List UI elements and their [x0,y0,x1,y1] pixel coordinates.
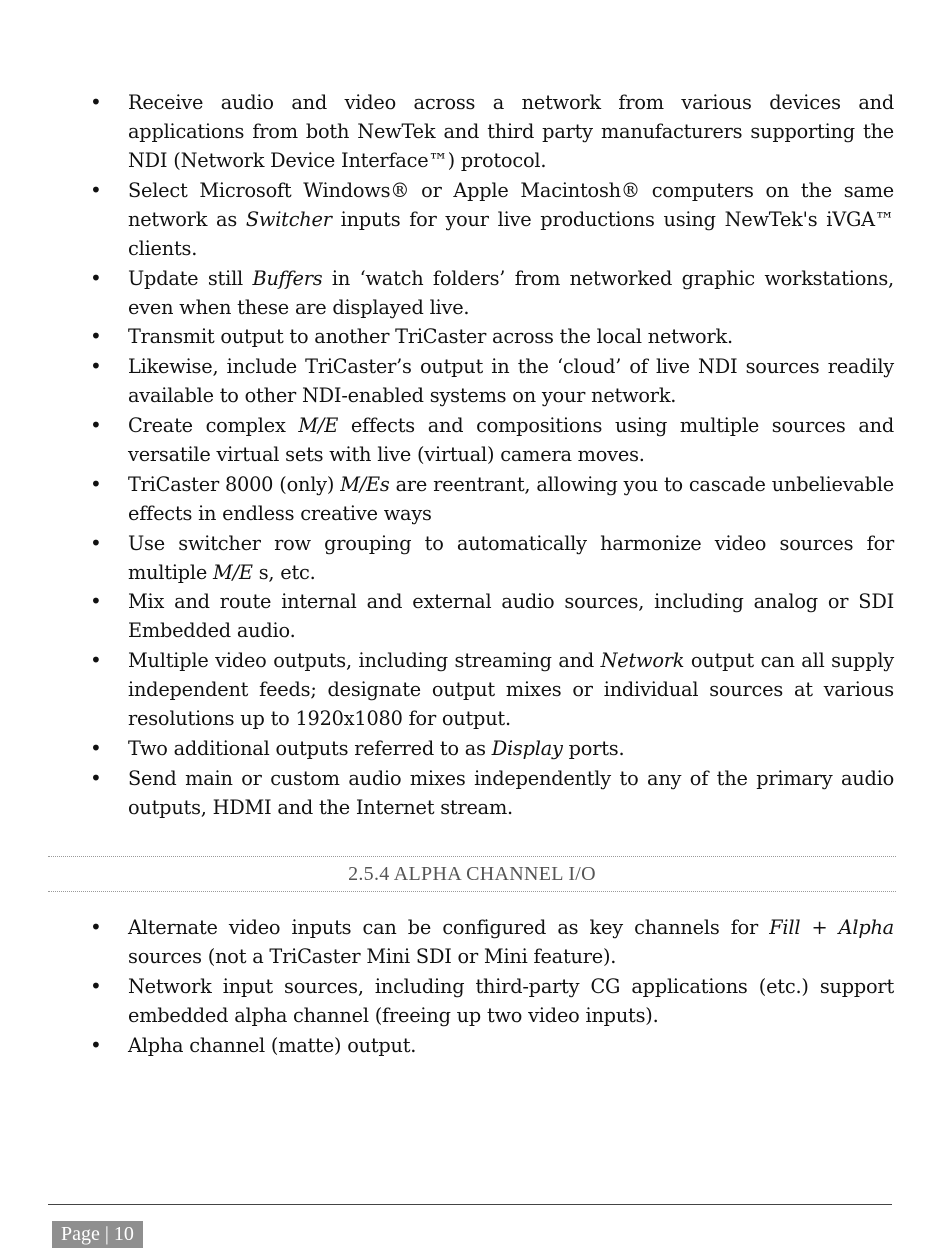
list-item-text: inputs for your live productions using NewTek's iVGA™ clients. [128,207,894,260]
emphasized-text: Buffers [252,266,323,290]
list-item-text: Update still [128,266,253,290]
list-item-text: Multiple video outputs, including streaming and [128,649,601,673]
list-item [128,1031,894,1060]
list-item [128,88,894,175]
list-item-text: Create complex [128,413,299,437]
emphasized-text: M/E [213,560,253,584]
list-item-text: Use switcher row grouping to automatically harmonize video sources for multiple [128,531,894,584]
emphasized-text: Display [491,736,563,760]
list-item-text: TriCaster 8000 (only) [128,472,341,496]
list-item-text: sources (not a TriCaster Mini SDI or Mini feature). [128,945,617,968]
list-item [128,322,894,351]
list-item [128,587,894,645]
emphasized-text: Switcher [245,207,332,231]
emphasized-text: Network [600,649,685,673]
page-number-badge: Page | 10 [52,1221,143,1248]
list-item [128,913,894,971]
list-item-text: in ‘watch folders’ from networked graphic workstations, even when these are displayed live. [128,266,894,319]
list-item-text: Network input sources, including third-party CG applications (etc.) support embedded alpha channel (freeing up two video inputs). [128,974,894,1027]
list-item [128,646,894,733]
list-item-text: Receive audio and video across a network from various devices and applications from both NewTek and third party manufacturers supporting the NDI (Network Device Interface™) protocol. [128,91,894,172]
list-item [128,734,894,763]
emphasized-text: Fill + Alpha [769,916,894,939]
list-item [128,352,894,410]
alpha-feature-list [128,913,894,1060]
list-item [128,972,894,1030]
list-item-text: ports. [562,736,625,760]
list-item-text: output can all supply independent feeds; designate output mixes or individual sources at various resolutions up to 1920x1080 for output. [128,649,894,731]
list-item [128,264,894,322]
list-item [128,411,894,469]
list-item-text: Send main or custom audio mixes independently to any of the primary audio outputs, HDMI and the Internet stream. [128,766,894,819]
emphasized-text: M/E [298,413,339,437]
list-item-text: Select Microsoft Windows® or Apple Macintosh® computers on the same network as [128,178,894,231]
list-item-text: Likewise, include TriCaster’s output in the ‘cloud’ of live NDI sources readily available to other NDI-enabled systems on your network. [128,355,894,408]
emphasized-text: M/Es [340,472,390,496]
list-item-text: s, etc. [252,560,316,584]
list-item-text: Alternate video inputs can be configured as key channels for [128,916,770,939]
list-item [128,176,894,263]
list-item [128,470,894,528]
list-item-text: Mix and route internal and external audio sources, including analog or SDI Embedded audio. [128,590,894,643]
feature-list [128,88,894,823]
list-item-text: Two additional outputs referred to as [128,736,492,760]
list-item-text: Transmit output to another TriCaster across the local network. [128,325,733,349]
list-item-text: are reentrant, allowing you to cascade unbelievable effects in endless creative ways [128,472,895,525]
list-item-text: effects and compositions using multiple sources and versatile virtual sets with live (virtual) camera moves. [128,413,894,466]
section-heading: 2.5.4 ALPHA CHANNEL I/O [48,856,896,892]
footer-divider [48,1204,892,1205]
list-item-text: Alpha channel (matte) output. [128,1033,417,1057]
list-item [128,529,894,587]
list-item [128,764,894,822]
